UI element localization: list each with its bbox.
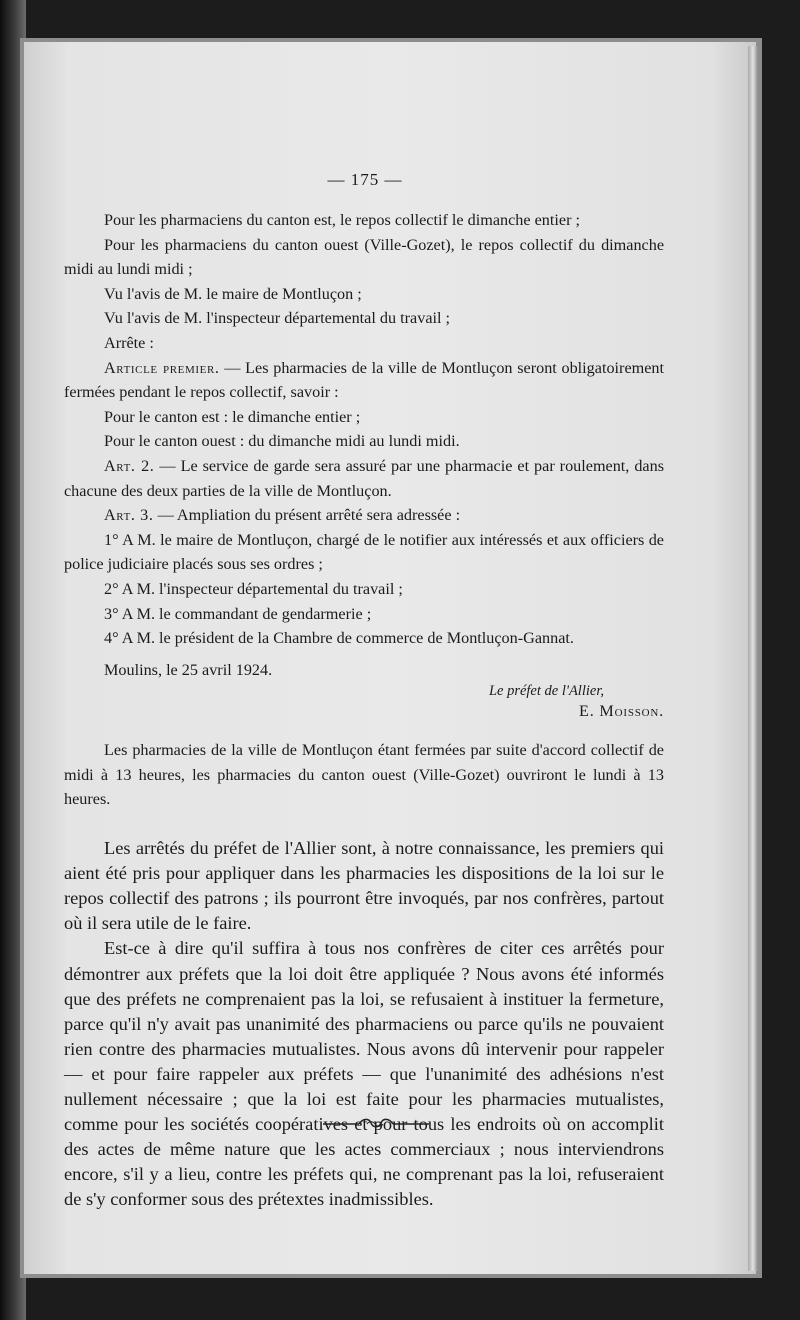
closing-note: Les pharmacies de la ville de Montluçon étant fermées par suite d'accord collectif de midi à 13 heures, les pharmacies du canton ouest (Ville-Gozet) ouvriront le lundi à 13 heures.	[64, 741, 664, 809]
article-3-item: 4° A M. le président de la Chambre de commerce de Montluçon-Gannat.	[104, 629, 574, 648]
article-3	[64, 503, 664, 528]
article-1-text: — Les pharmacies de la ville de Montluçon seront obligatoirement fermées pendant le repos collectif, savoir :	[64, 358, 664, 402]
decree-line: Arrête :	[104, 333, 154, 352]
decree-line: Pour les pharmaciens du canton ouest (Ville-Gozet), le repos collectif du dimanche midi au lundi midi ;	[64, 235, 664, 279]
article-1-line: Pour le canton est : le dimanche entier ;	[104, 407, 361, 426]
article-1-line: Pour le canton ouest : du dimanche midi au lundi midi.	[104, 432, 460, 451]
fleuron-ornament-icon	[321, 1115, 431, 1131]
article-1-label: Article premier.	[104, 358, 220, 377]
article-3-item: 3° A M. le commandant de gendarmerie ;	[104, 604, 372, 623]
commentary-section	[64, 836, 664, 1212]
page-content	[64, 170, 664, 1212]
decree-line: Vu l'avis de M. le maire de Montluçon ;	[104, 284, 362, 303]
article-3-label: Art. 3.	[104, 506, 154, 525]
article-2-label: Art. 2.	[104, 456, 155, 475]
decree-section	[64, 208, 664, 812]
page-edge	[748, 46, 758, 1271]
article-2-text: — Le service de garde sera assuré par une pharmacie et par roulement, dans chacune des deux parties de la ville de Montluçon.	[64, 456, 664, 500]
decree-line: Vu l'avis de M. l'inspecteur départemental du travail ;	[104, 309, 451, 328]
signature-role: Le préfet de l'Allier,	[488, 683, 604, 700]
decree-line: Pour les pharmaciens du canton est, le repos collectif le dimanche entier ;	[104, 211, 581, 229]
book-page	[24, 42, 756, 1274]
commentary-paragraph: Les arrêtés du préfet de l'Allier sont, à notre connaissance, les premiers qui aient été pris pour appliquer dans les pharmacies les dispositions de la loi sur le repos collectif des patrons ; ils pourront être invoqués, par nos confrères, partout où il sera utile de le faire.	[64, 838, 664, 934]
page-number: — 175 —	[327, 170, 403, 189]
article-1	[64, 356, 664, 405]
commentary-paragraph: Est-ce à dire qu'il suffira à tous nos confrères de citer ces arrêtés pour démontrer aux préfets que la loi doit être appliquée ? Nous avons été informés que des préfets ne comprenaient pas la loi, se refusaient à instituer la fermeture, parce qu'il n'y avait pas unanimité des pharmaciens ou parce qu'ils ne pouvaient rien contre des pharmacies mutualistes. Nous avons dû intervenir pour rappeler — et pour faire rappeler aux préfets — que l'unanimité des adhésions n'est nullement nécessaire ; que la loi est faite pour les pharmacies mutualistes, comme pour les sociétés coopératives et pour tous les endroits où on accomplit des actes de même nature que les actes commerciaux ; nous interviendrons encore, s'il y a lieu, contre les préfets qui, ne comprenant pas la loi, refuseraient de s'y conformer sous des prétextes inadmissibles.	[64, 938, 664, 1210]
signature-name-text: E. Moisson.	[579, 702, 664, 721]
date-line: Moulins, le 25 avril 1924.	[104, 660, 273, 679]
article-2	[64, 454, 664, 503]
article-3-text: — Ampliation du présent arrêté sera adressée :	[153, 506, 461, 525]
article-3-item: 1° A M. le maire de Montluçon, chargé de le notifier aux intéressés et aux officiers de police judiciaire placés sous ses ordres ;	[64, 530, 664, 574]
signature-name	[64, 700, 664, 722]
article-3-item: 2° A M. l'inspecteur départemental du travail ;	[104, 579, 403, 598]
